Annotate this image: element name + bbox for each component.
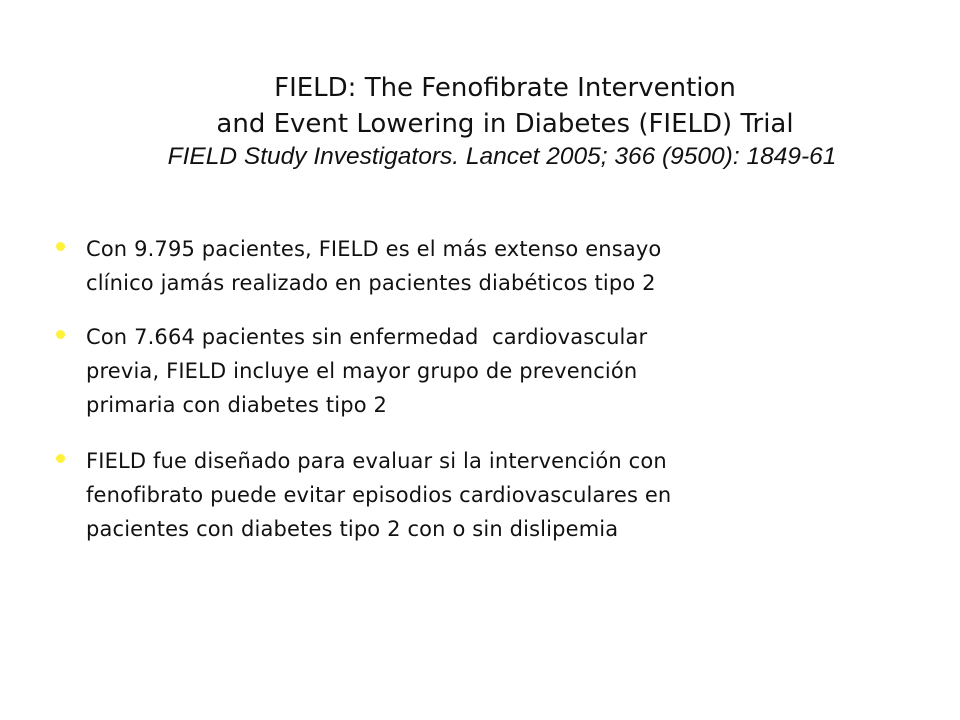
bullet-text [86, 320, 886, 422]
bullet-item-1 [56, 232, 886, 300]
bullet-icon [56, 454, 65, 463]
bullet-line: FIELD fue diseñado para evaluar si la intervención con [86, 449, 667, 473]
bullet-item-2 [56, 320, 886, 422]
bullet-line: Con 7.664 pacientes sin enfermedad cardiovascular [86, 325, 648, 349]
bullet-icon [56, 330, 65, 339]
title-block [0, 70, 960, 172]
page-title-line-1: FIELD: The Fenofibrate Intervention [274, 73, 736, 103]
bullet-text [86, 232, 886, 300]
citation: FIELD Study Investigators. Lancet 2005; 366 (9500): 1849-61 [167, 143, 837, 170]
bullet-text [86, 444, 886, 546]
bullet-line: pacientes con diabetes tipo 2 con o sin dislipemia [86, 517, 619, 541]
bullet-icon [56, 242, 65, 251]
page-title-line-2: and Event Lowering in Diabetes (FIELD) Trial [216, 109, 794, 139]
bullet-line: clínico jamás realizado en pacientes diabéticos tipo 2 [86, 271, 656, 295]
bullet-list [56, 232, 886, 566]
bullet-line: fenofibrato puede evitar episodios cardiovasculares en [86, 483, 672, 507]
bullet-line: Con 9.795 pacientes, FIELD es el más extenso ensayo [86, 237, 662, 261]
bullet-item-3 [56, 444, 886, 546]
bullet-line: previa, FIELD incluye el mayor grupo de prevención [86, 359, 638, 383]
bullet-line: primaria con diabetes tipo 2 [86, 393, 388, 417]
